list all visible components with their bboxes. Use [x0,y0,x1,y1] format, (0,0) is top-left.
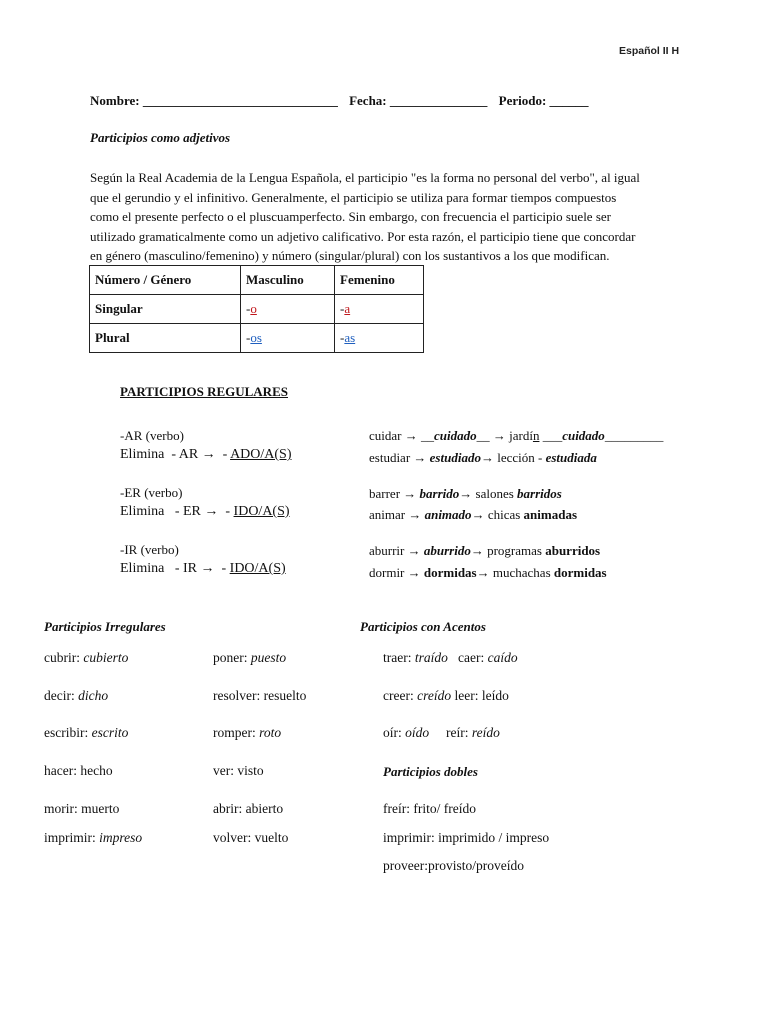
example-adjective: dormidas [553,565,607,580]
example-text: → lección - [480,450,546,465]
example-adjective: barridos [517,486,562,501]
participle-text: cubierto [83,650,129,665]
participle-text: escrito [91,725,129,740]
row-label: Singular [90,295,241,324]
verb-text: escribir: [44,725,92,740]
irregular-item [44,763,113,779]
regulares-title: PARTICIPIOS REGULARES [120,384,288,399]
irregular-item [213,650,286,666]
verb-text: creer: [383,688,418,703]
irregular-item [44,830,142,846]
irregular-item [213,763,264,779]
rule-ending: IDO/A(S) [229,561,286,576]
ending-rule [120,447,292,463]
dobles-title: Participios dobles [383,764,478,779]
example-text: cuidar → __ [369,428,434,443]
feminine-ending-cell [335,324,424,353]
example-text: __ → jardí [476,428,533,443]
example-text: aburrir → [369,543,424,558]
example-line [369,450,597,466]
name-date-period-line [90,93,597,109]
verb-text: abrir: abierto [213,801,284,816]
irregular-item [213,688,306,704]
double-item: freír: frito/ freído [383,801,476,816]
intro-line: como el presente perfecto o el pluscuamperfecto. Sin embargo, con frecuencia el participio suele ser [90,209,611,224]
course-label: Español II H [619,45,680,57]
table-header-cell: Número / Género [90,266,241,295]
example-text: dormir → [369,565,424,580]
name-field[interactable]: Nombre: ______________________________ [90,93,338,108]
example-adjective: aburridos [545,543,601,558]
participle-text: traído [414,650,448,665]
period-field[interactable]: Periodo: ______ [498,93,589,108]
irregular-item [44,801,119,817]
verb-text: ver: visto [213,763,264,778]
example-text: ___ [539,428,563,443]
verb-text: hacer: hecho [44,763,113,778]
irregulares-title: Participios Irregulares [44,619,166,634]
example-participle: cuidado [433,428,477,443]
verb-text: caer: [447,650,488,665]
irregular-item [213,830,288,846]
participle-text: impreso [99,830,143,845]
irregular-item [213,725,281,741]
ending-text: a [344,301,351,316]
verb-text: volver: vuelto [213,830,289,845]
verb-text: traer: [383,650,415,665]
participle-text: dicho [78,688,109,703]
verb-text: cubrir: [44,650,84,665]
example-text: n [532,428,540,443]
example-participle: barrido [419,486,460,501]
irregular-item [44,725,128,741]
example-text: estudiar → [369,450,430,465]
verb-text: imprimir: [44,830,100,845]
example-text: barrer → [369,486,420,501]
masculine-ending-cell [241,295,335,324]
participle-text: puesto [250,650,287,665]
example-text: → chicas [471,507,524,522]
verb-text: resolver: resuelto [213,688,307,703]
feminine-ending-cell [335,295,424,324]
dash: - [340,301,345,316]
example-text: → salones [459,486,518,501]
verb-group-label: -IR (verbo) [120,542,179,557]
table-header-cell: Masculino [241,266,335,295]
rule-ending: IDO/A(S) [233,504,290,519]
example-line [369,507,577,523]
dash: - [246,330,251,345]
example-participle: estudiado [429,450,481,465]
ending-text: os [250,330,262,345]
verb-text: poner: [213,650,251,665]
example-line [369,565,607,581]
verb-text: oír: [383,725,406,740]
accent-item [383,688,509,704]
masculine-ending-cell [241,324,335,353]
rule-prefix: Elimina - ER → - [120,504,234,519]
verb-text: decir: [44,688,79,703]
intro-line: utilizado gramaticalmente como un adjetivo calificativo. Por esta razón, el participio tiene que concordar [90,228,636,244]
intro-line: que el gerundio y el infinitivo. Generalmente, el participio se utiliza para formar tiempos compuestos [90,189,617,205]
verb-text: leer: leído [451,688,509,703]
rule-ending: ADO/A(S) [230,447,292,462]
verb-text: reír: [429,725,472,740]
example-adjective: animadas [523,507,578,522]
participle-text: oído [405,725,430,740]
example-line [369,428,663,444]
rule-prefix: Elimina - IR → - [120,561,230,576]
accent-item [383,650,518,666]
ending-rule [120,504,290,520]
rule-prefix: Elimina - AR → - [120,447,231,462]
intro-paragraph [90,168,690,266]
verb-text: morir: muerto [44,801,120,816]
intro-line: Según la Real Academia de la Lengua Española, el participio "es la forma no personal del verbo", al igual [90,170,640,185]
verb-group-label: -ER (verbo) [120,485,183,500]
example-participle: aburrido [423,543,471,558]
dash: - [246,301,251,316]
page-title: Participios como adjetivos [90,130,231,145]
example-adjective: cuidado [562,428,605,443]
irregular-item [44,688,108,704]
date-field[interactable]: Fecha: _______________ [349,93,488,108]
example-line [369,486,562,502]
example-participle: animado [424,507,472,522]
accent-item [383,725,500,741]
participle-text: reído [471,725,500,740]
dash: - [340,330,345,345]
example-text: _________ [604,428,664,443]
acentos-title: Participios con Acentos [360,619,486,634]
ending-text: as [344,330,356,345]
example-text: → muchachas [476,565,554,580]
double-item: proveer:provisto/proveído [383,858,524,873]
irregular-item [213,801,283,817]
table-row [90,295,424,324]
example-text: → programas [470,543,546,558]
table-row [90,324,424,353]
agreement-table [89,265,424,353]
irregular-item [44,650,128,666]
ending-rule [120,561,286,577]
example-participle: dormidas [423,565,477,580]
ending-text: o [250,301,257,316]
participle-text: creído [417,688,452,703]
example-text: animar → [369,507,425,522]
table-header-cell: Femenino [335,266,424,295]
verb-group-label: -AR (verbo) [120,428,184,443]
double-item: imprimir: imprimido / impreso [383,830,550,845]
row-label: Plural [90,324,241,353]
participle-text: caído [487,650,518,665]
intro-line: en género (masculino/femenino) y número (singular/plural) con los sustantivos a los que modifican. [90,248,610,263]
verb-text: romper: [213,725,260,740]
table-header-row [90,266,424,295]
example-line [369,543,600,559]
participle-text: roto [259,725,282,740]
example-adjective: estudiada [545,450,597,465]
